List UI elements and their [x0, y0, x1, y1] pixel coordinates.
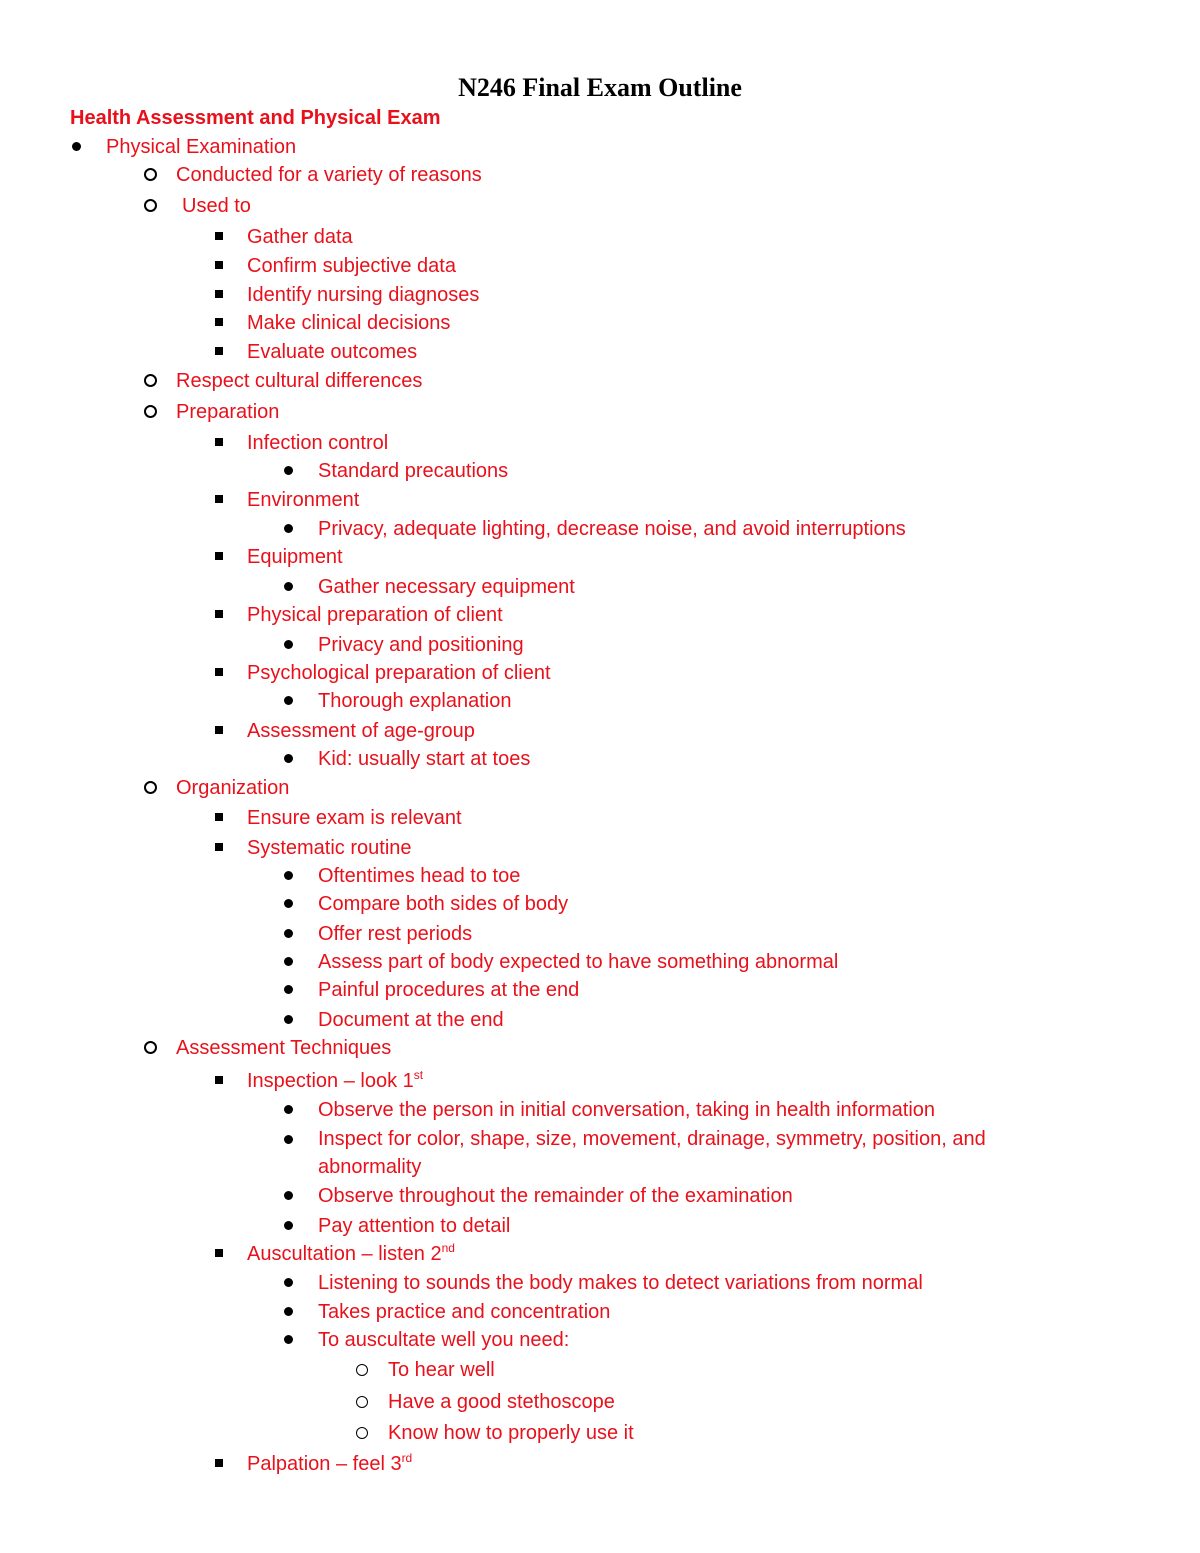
list-item-text: Assessment Techniques: [176, 1037, 392, 1059]
list-item-text: Infection control: [247, 432, 389, 454]
bullet-disc-icon: [284, 466, 293, 475]
list-item-text: Compare both sides of body: [318, 893, 569, 915]
list-item-text: Psychological preparation of client: [247, 662, 551, 684]
bullet-circle-icon: [356, 1427, 368, 1439]
list-item-text: Environment: [247, 489, 360, 511]
bullet-disc-icon: [284, 1221, 293, 1230]
list-item-text: Offer rest periods: [318, 923, 473, 945]
bullet-circle-icon: [356, 1364, 368, 1376]
list-item-text: Respect cultural differences: [176, 370, 423, 392]
bullet-ring-icon: [144, 405, 157, 418]
ordinal-suffix: st: [413, 1068, 424, 1082]
bullet-disc-icon: [284, 582, 293, 591]
list-item-text: Observe the person in initial conversation, taking in health information: [318, 1099, 936, 1121]
bullet-square-icon: [215, 261, 223, 269]
bullet-square-icon: [215, 232, 223, 240]
bullet-disc-icon: [284, 1135, 293, 1144]
list-item-text: Physical Examination: [106, 136, 297, 158]
bullet-disc-icon: [284, 640, 293, 649]
list-item-text: Privacy and positioning: [318, 634, 524, 656]
bullet-square-icon: [215, 813, 223, 821]
bullet-disc-icon: [284, 696, 293, 705]
list-item-text: Used to: [182, 195, 251, 217]
document-title: N246 Final Exam Outline: [458, 73, 742, 102]
bullet-ring-icon: [144, 781, 157, 794]
list-item-text: Thorough explanation: [318, 690, 512, 712]
list-item-text: Oftentimes head to toe: [318, 865, 521, 887]
list-item-text: Kid: usually start at toes: [318, 748, 531, 770]
section-heading: Health Assessment and Physical Exam: [70, 107, 441, 129]
list-item-text: Assessment of age-group: [247, 720, 475, 742]
bullet-circle-icon: [356, 1396, 368, 1408]
list-item-text: Confirm subjective data: [247, 255, 456, 277]
list-item-text: Assess part of body expected to have something abnormal: [318, 951, 839, 973]
list-item-text: Identify nursing diagnoses: [247, 284, 480, 306]
list-item-text: Ensure exam is relevant: [247, 807, 462, 829]
bullet-disc-icon: [284, 524, 293, 533]
bullet-square-icon: [215, 1459, 223, 1467]
bullet-square-icon: [215, 668, 223, 676]
list-item-text: Pay attention to detail: [318, 1215, 511, 1237]
bullet-square-icon: [215, 290, 223, 298]
bullet-square-icon: [215, 1076, 223, 1084]
bullet-disc-icon: [284, 1335, 293, 1344]
list-item-text: Have a good stethoscope: [388, 1391, 615, 1413]
list-item-text: Know how to properly use it: [388, 1422, 634, 1444]
bullet-square-icon: [215, 726, 223, 734]
bullet-disc-icon: [284, 1015, 293, 1024]
bullet-square-icon: [215, 347, 223, 355]
bullet-ring-icon: [144, 199, 157, 212]
bullet-disc-icon: [284, 1191, 293, 1200]
palpation-label: Palpation – feel 3: [247, 1453, 402, 1475]
list-item-text: To hear well: [388, 1359, 495, 1381]
list-item-text: To auscultate well you need:: [318, 1329, 570, 1351]
list-item-text: Standard precautions: [318, 460, 509, 482]
bullet-disc-icon: [284, 1105, 293, 1114]
bullet-square-icon: [215, 438, 223, 446]
bullet-square-icon: [215, 1249, 223, 1257]
list-item-text: Inspect for color, shape, size, movement, drainage, symmetry, position, and abnormality: [318, 1128, 986, 1178]
bullet-disc-icon: [284, 1278, 293, 1287]
bullet-square-icon: [215, 552, 223, 560]
list-item-text: [247, 1066, 423, 1096]
bullet-ring-icon: [144, 1041, 157, 1054]
list-item-text: [247, 1449, 412, 1479]
list-item-text: Systematic routine: [247, 837, 412, 859]
ordinal-suffix: rd: [401, 1451, 413, 1465]
list-item-text: Observe throughout the remainder of the examination: [318, 1185, 793, 1207]
bullet-disc-icon: [284, 754, 293, 763]
bullet-disc-icon: [284, 957, 293, 966]
list-item-text: Equipment: [247, 546, 343, 568]
inspection-label: Inspection – look 1: [247, 1070, 414, 1092]
bullet-ring-icon: [144, 168, 157, 181]
list-item-text: Listening to sounds the body makes to detect variations from normal: [318, 1272, 923, 1294]
list-item-text: Conducted for a variety of reasons: [176, 164, 482, 186]
bullet-disc-icon: [284, 985, 293, 994]
bullet-square-icon: [215, 495, 223, 503]
list-item-text: Gather necessary equipment: [318, 576, 575, 598]
ordinal-suffix: nd: [441, 1241, 455, 1255]
list-item-text: Evaluate outcomes: [247, 341, 418, 363]
list-item-text: Painful procedures at the end: [318, 979, 580, 1001]
list-item-text: Gather data: [247, 226, 353, 248]
bullet-square-icon: [215, 610, 223, 618]
bullet-disc-icon: [284, 899, 293, 908]
list-item-text: Make clinical decisions: [247, 312, 451, 334]
bullet-square-icon: [215, 318, 223, 326]
bullet-disc-icon: [284, 1307, 293, 1316]
list-item-text: Privacy, adequate lighting, decrease noise, and avoid interruptions: [318, 518, 906, 540]
bullet-ring-icon: [144, 374, 157, 387]
bullet-disc-icon: [72, 142, 81, 151]
list-item-text: Takes practice and concentration: [318, 1301, 611, 1323]
bullet-disc-icon: [284, 929, 293, 938]
auscultation-label: Auscultation – listen 2: [247, 1243, 442, 1265]
list-item-text: Document at the end: [318, 1009, 504, 1031]
bullet-disc-icon: [284, 871, 293, 880]
list-item-text: Physical preparation of client: [247, 604, 503, 626]
bullet-square-icon: [215, 843, 223, 851]
list-item-text: Preparation: [176, 401, 280, 423]
list-item-text: [247, 1239, 455, 1269]
list-item-text: Organization: [176, 777, 290, 799]
